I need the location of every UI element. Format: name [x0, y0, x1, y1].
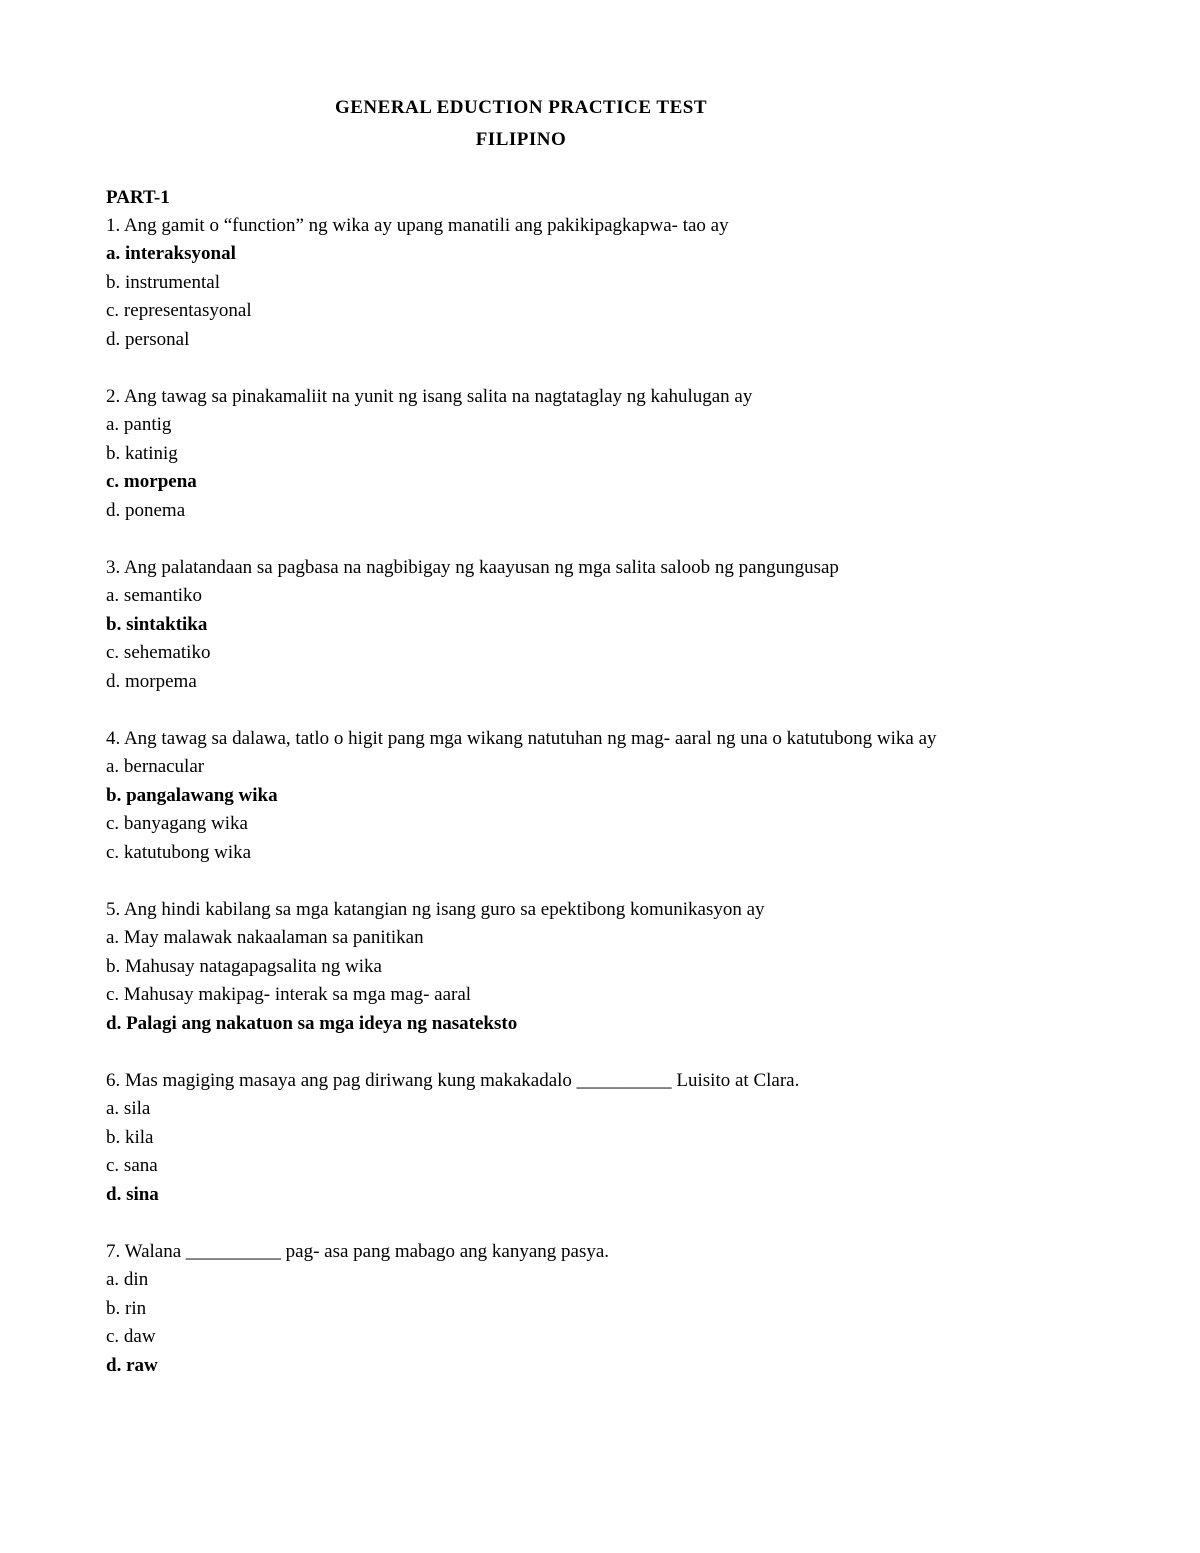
answer-choice: b. katinig	[106, 442, 178, 464]
answer-choice: b. rin	[106, 1297, 147, 1319]
question-stem: 5. Ang hindi kabilang sa mga katangian ng isang guro sa epektibong komunikasyon ay	[106, 899, 765, 920]
document-title: GENERAL EDUCTION PRACTICE TEST	[334, 97, 708, 118]
question-stem: 6. Mas magiging masaya ang pag diriwang kung makakadalo __________ Luisito at Clara.	[106, 1070, 800, 1091]
part-label: PART-1	[106, 187, 170, 208]
answer-choice: a. din	[106, 1269, 149, 1291]
answer-choice: a. May malawak nakaalaman sa panitikan	[106, 927, 424, 949]
answer-choice-correct: c. morpena	[106, 471, 197, 493]
answer-choice: c. representasyonal	[106, 300, 252, 322]
answer-choice: a. semantiko	[106, 585, 203, 607]
answer-choice-correct: d. Palagi ang nakatuon sa mga ideya ng nasateksto	[106, 1012, 518, 1034]
answer-choice-correct: b. pangalawang wika	[106, 784, 278, 806]
answer-choice: c. daw	[106, 1326, 156, 1348]
answer-choice-correct: d. raw	[106, 1354, 158, 1376]
answer-choice: c. katutubong wika	[106, 841, 252, 863]
answer-choice-correct: d. sina	[106, 1183, 159, 1205]
answer-choice-correct: a. interaksyonal	[106, 243, 236, 265]
answer-choice: d. morpema	[106, 670, 197, 692]
answer-choice: c. sana	[106, 1155, 158, 1177]
answer-choice: d. personal	[106, 328, 190, 350]
answer-choice: a. bernacular	[106, 756, 205, 778]
question-stem: 7. Walana __________ pag- asa pang mabago ang kanyang pasya.	[106, 1241, 610, 1262]
question-stem: 2. Ang tawag sa pinakamaliit na yunit ng isang salita na nagtataglay ng kahulugan ay	[106, 386, 753, 407]
answer-choice: c. sehematiko	[106, 642, 211, 664]
question-stem: 3. Ang palatandaan sa pagbasa na nagbibigay ng kaayusan ng mga salita saloob ng pangungusap	[106, 557, 839, 578]
answer-choice: b. instrumental	[106, 271, 220, 293]
document-subtitle: FILIPINO	[475, 129, 567, 150]
question-stem: 4. Ang tawag sa dalawa, tatlo o higit pang mga wikang natutuhan ng mag- aaral ng una o katutubong wika ay	[106, 728, 937, 749]
question-stem: 1. Ang gamit o “function” ng wika ay upang manatili ang pakikipagkapwa- tao ay	[106, 215, 729, 236]
answer-choice: d. ponema	[106, 499, 186, 521]
answer-choice: c. banyagang wika	[106, 813, 248, 835]
answer-choice: b. Mahusay natagapagsalita ng wika	[106, 955, 382, 977]
answer-choice: a. sila	[106, 1098, 151, 1120]
answer-choice-correct: b. sintaktika	[106, 613, 208, 635]
answer-choice: a. pantig	[106, 414, 172, 436]
answer-choice: c. Mahusay makipag- interak sa mga mag- aaral	[106, 984, 472, 1006]
answer-choice: b. kila	[106, 1126, 154, 1148]
